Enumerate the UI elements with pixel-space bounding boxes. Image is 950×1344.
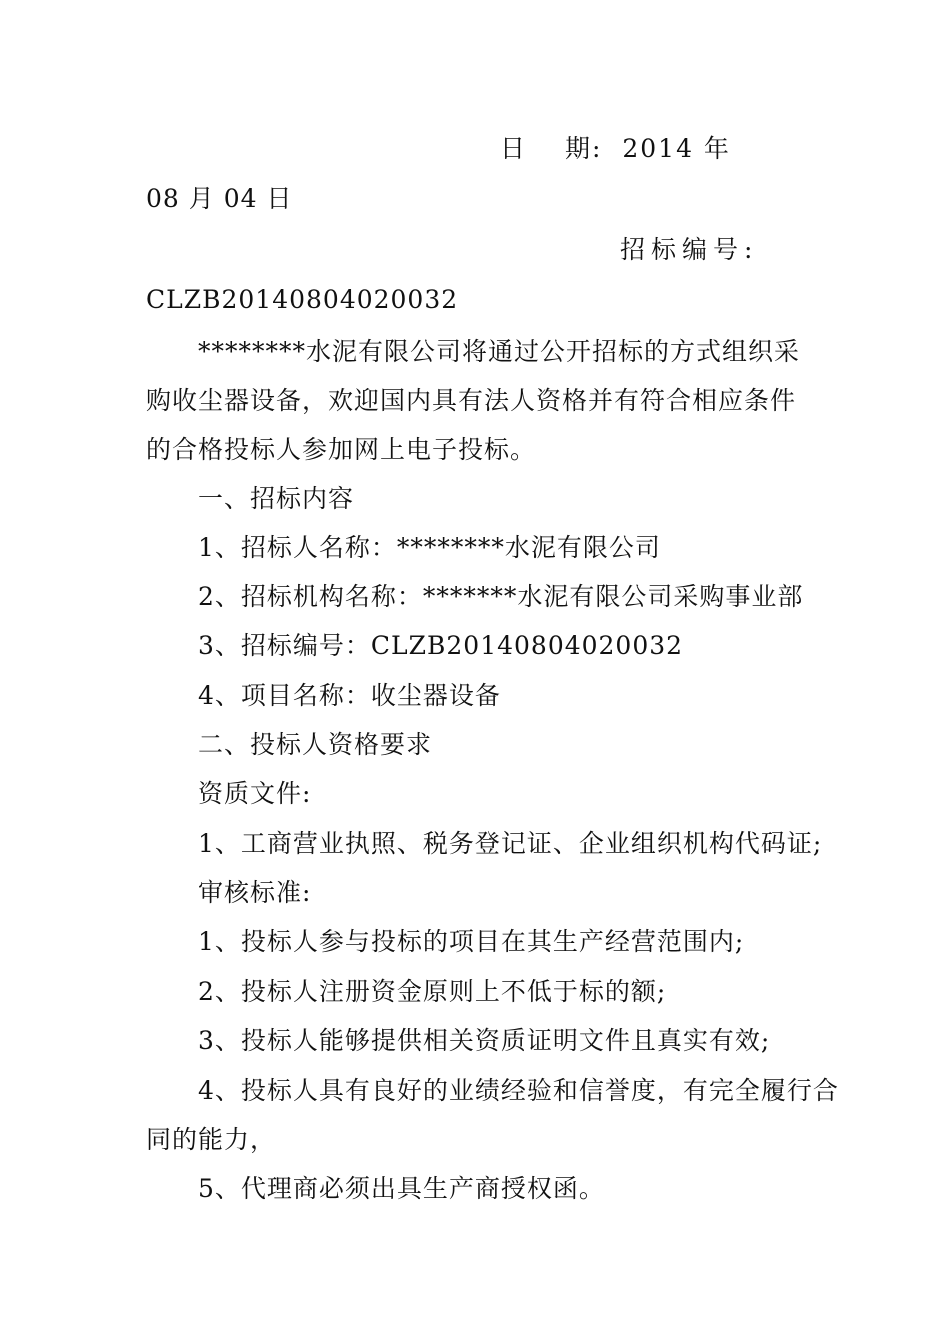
- bid-number-label: 招标编号:: [620, 235, 759, 264]
- section-1-heading: 一、招标内容: [198, 484, 355, 513]
- intro-line-3: 的合格投标人参加网上电子投标。: [146, 435, 537, 464]
- date-label-part-2: 期:: [565, 134, 603, 163]
- date-label-part-1: 日: [500, 134, 528, 163]
- section-1-item-bid-number: 3、招标编号：CLZB20140804020032: [198, 631, 684, 660]
- documents-item: 1、工商营业执照、税务登记证、企业组织机构代码证;: [198, 829, 823, 858]
- intro-line-2: 购收尘器设备，欢迎国内具有法人资格并有符合相应条件: [146, 386, 797, 415]
- criteria-item: 1、投标人参与投标的项目在其生产经营范围内;: [198, 927, 745, 956]
- intro-line-1: ********水泥有限公司将通过公开招标的方式组织采: [198, 337, 801, 366]
- date-month-day: 08 月 04 日: [146, 184, 293, 213]
- date-line: [500, 133, 731, 165]
- criteria-label: 审核标准:: [198, 878, 312, 907]
- section-1-item-project-name: 4、项目名称：收尘器设备: [198, 681, 501, 710]
- section-2-heading: 二、投标人资格要求: [198, 730, 433, 759]
- documents-label: 资质文件:: [198, 779, 312, 808]
- criteria-item: 3、投标人能够提供相关资质证明文件且真实有效;: [198, 1026, 771, 1055]
- section-1-item-agency: 2、招标机构名称：*******水泥有限公司采购事业部: [198, 582, 804, 611]
- section-1-item-tenderer: 1、招标人名称：********水泥有限公司: [198, 533, 661, 562]
- date-year: 2014 年: [622, 134, 731, 163]
- bid-number-value: CLZB20140804020032: [146, 285, 459, 314]
- criteria-item: 2、投标人注册资金原则上不低于标的额;: [198, 977, 667, 1006]
- criteria-item-continuation: 同的能力，: [146, 1125, 277, 1154]
- criteria-item: 5、代理商必须出具生产商授权函。: [198, 1174, 605, 1203]
- criteria-item: 4、投标人具有良好的业绩经验和信誉度，有完全履行合: [198, 1076, 839, 1105]
